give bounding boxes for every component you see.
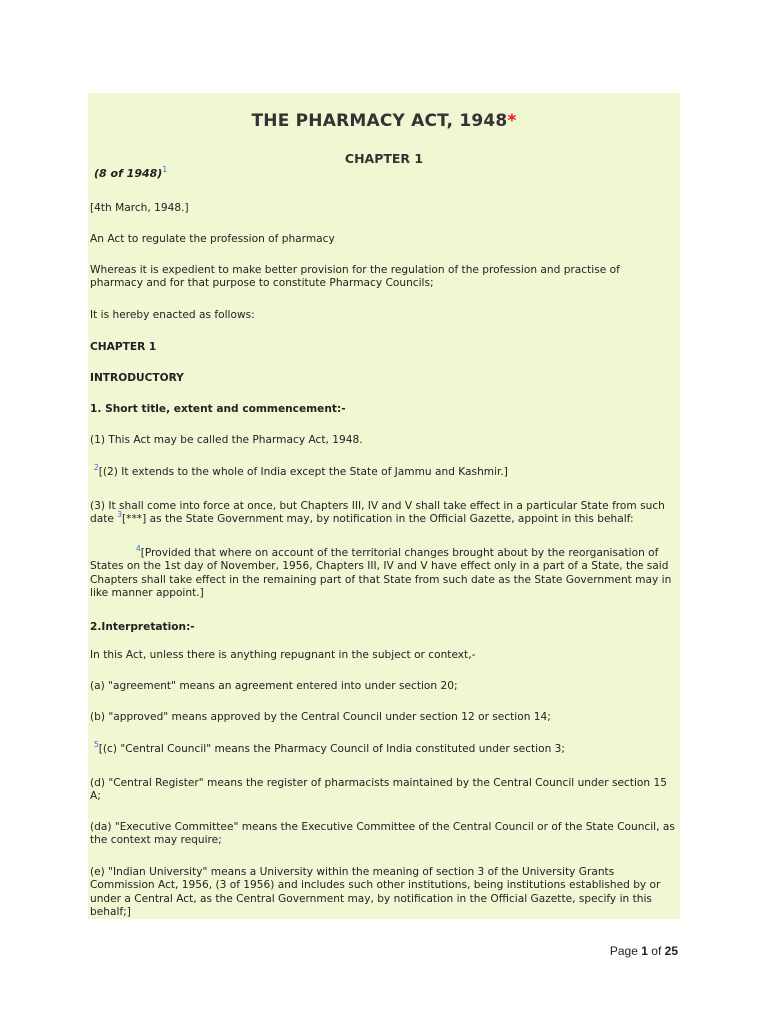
definition-da: (da) "Executive Committee" means the Executive Committee of the Central Council or of the State Council, as the context may require; (90, 821, 675, 847)
footnote-ref[interactable]: 1 (162, 165, 168, 174)
footnote-ref[interactable]: 3 (117, 510, 123, 520)
footnote-ref[interactable]: 5 (94, 740, 99, 749)
act-number: (8 of 1948)$^1$ (94, 165, 168, 180)
definition-c: $^5$[(c) "Central Council" means the Pharmacy Council of India constituted under section 3; (94, 740, 565, 755)
chapter-heading: CHAPTER 1 (344, 151, 424, 166)
enacting-clause: It is hereby enacted as follows: (90, 309, 255, 321)
document-panel (88, 93, 680, 919)
section-1-1: (1) This Act may be called the Pharmacy Act, 1948. (90, 434, 363, 446)
long-title: An Act to regulate the profession of pharmacy (90, 233, 335, 245)
definition-b: (b) "approved" means approved by the Central Council under section 12 or section 14; (90, 711, 551, 723)
section-1-2: $^2$[(2) It extends to the whole of India except the State of Jammu and Kashmir.] (94, 463, 508, 478)
footnote-ref[interactable]: 4 (136, 544, 141, 553)
proviso: $^4$[Provided that where on account of the territorial changes brought about by the reorganisation of States on the 1st day of November, 1956, Chapters III, IV and V have effect only in a part of a State, the said Chapters shall take effect in the remaining part of that State from such date as the State Government may in like manner appoint.] (90, 544, 672, 600)
enactment-date: [4th March, 1948.] (90, 202, 189, 214)
chapter-label: CHAPTER 1 (90, 341, 157, 353)
section-2-intro: In this Act, unless there is anything repugnant in the subject or context,- (90, 649, 476, 661)
page-indicator: Page 1 of 25 (609, 944, 678, 958)
definition-a: (a) "agreement" means an agreement entered into under section 20; (90, 680, 458, 692)
title-asterisk: * (507, 111, 517, 131)
section-1-heading: 1. Short title, extent and commencement:- (90, 403, 346, 415)
definition-d: (d) "Central Register" means the register of pharmacists maintained by the Central Council under section 15 A; (90, 777, 667, 803)
footnote-ref[interactable]: 2 (94, 463, 99, 472)
preamble: Whereas it is expedient to make better provision for the regulation of the profession and practise of pharmacy and for that purpose to constitute Pharmacy Councils; (90, 264, 620, 290)
definition-e: (e) "Indian University" means a University within the meaning of section 3 of the University Grants Commission Act, 1956, (3 of 1956) and includes such other institutions, being institutions established by or under a Central Act, as the Central Government may, by notification in the Official Gazette, specify in this behalf;] (90, 866, 661, 919)
document-title: THE PHARMACY ACT, 1948* (251, 111, 517, 131)
section-1-3: (3) It shall come into force at once, but Chapters III, IV and V shall take effect in a particular State from such date $^3$[***] as the State Government may, by notification in the Official Gazette, appoint in this behalf: (90, 500, 665, 526)
introductory-label: INTRODUCTORY (90, 372, 184, 384)
section-2-heading: 2.Interpretation:- (90, 621, 195, 633)
